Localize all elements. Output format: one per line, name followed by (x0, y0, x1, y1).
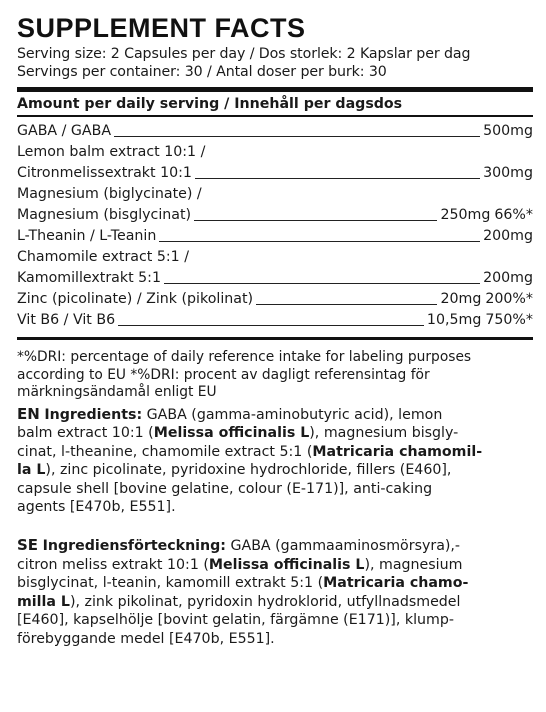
nutrient-amount: 200mg (483, 228, 533, 244)
leader-line (114, 136, 480, 137)
leader-line (256, 304, 437, 305)
nutrient-row (17, 163, 533, 184)
panel-title: SUPPLEMENT FACTS (17, 13, 306, 43)
nutrient-dri: 66%* (494, 207, 533, 223)
ingredient-text: citron meliss extrakt 10:1 ( (17, 556, 209, 573)
ingredient-text: GABA (gamma-aminobutyric acid), lemon (146, 406, 443, 423)
serving-size: Serving size: 2 Capsules per day / Dos storlek: 2 Kapslar per dag (17, 46, 471, 62)
leader-line (118, 325, 424, 326)
language-code-se: SE (17, 536, 39, 555)
nutrient-name: L-Theanin / L-Teanin (17, 228, 157, 244)
ingredients-en (17, 405, 533, 518)
ingredient-text: ), magnesium (364, 556, 463, 573)
bottom-divider (17, 337, 533, 340)
servings-per-container: Servings per container: 30 / Antal doser per burk: 30 (17, 64, 387, 80)
nutrient-amount: 200mg (483, 270, 533, 286)
nutrient-name-line: Chamomile extract 5:1 / (17, 249, 189, 265)
leader-line (164, 283, 480, 284)
botanical-name: Matricaria chamo- (323, 575, 469, 592)
ingredients-se (17, 536, 533, 649)
nutrient-amount: 500mg (483, 123, 533, 139)
ingredient-text: [E460], kapselhölje [bovint gelatin, färgämne (E171)], klump- (17, 612, 454, 629)
supplement-facts-panel (17, 14, 533, 649)
botanical-name: Melissa officinalis L (208, 556, 365, 573)
nutrient-name: Citronmelissextrakt 10:1 (17, 165, 192, 181)
ingredient-text: ), zink pikolinat, pyridoxin hydroklorid, utfyllnadsmedel (69, 593, 461, 610)
botanical-name: la L (17, 462, 46, 479)
ingredient-text: GABA (gammaaminosmörsyra),- (230, 538, 461, 555)
nutrient-row (17, 289, 533, 310)
nutrient-row (17, 310, 533, 331)
nutrient-name: GABA / GABA (17, 123, 112, 139)
table-heading: Amount per daily serving / Innehåll per dagsdos (17, 96, 403, 112)
nutrient-row (17, 226, 533, 247)
nutrient-name: Magnesium (bisglycinat) (17, 207, 192, 223)
nutrient-row (17, 121, 533, 142)
ingredients-label-se: Ingrediensförteckning: (42, 538, 226, 555)
ingredient-text: bisglycinat, l-teanin, kamomill extrakt 5:1 ( (17, 575, 324, 592)
leader-line (195, 178, 480, 179)
nutrient-table (17, 121, 533, 331)
ingredient-text: förebyggande medel [E470b, E551]. (17, 631, 275, 648)
leader-line (159, 241, 480, 242)
botanical-name: milla L (17, 593, 70, 610)
nutrient-amount: 300mg (483, 165, 533, 181)
nutrient-name: Vit B6 / Vit B6 (17, 312, 116, 328)
nutrient-name-line: Lemon balm extract 10:1 / (17, 144, 206, 160)
nutrient-amount: 10,5mg (426, 312, 482, 328)
thin-divider (17, 115, 533, 117)
ingredients-label-en: Ingredients: (44, 406, 143, 423)
language-code-en: EN (17, 404, 40, 423)
nutrient-name: Kamomillextrakt 5:1 (17, 270, 161, 286)
leader-line (194, 220, 437, 221)
ingredient-text: agents [E470b, E551]. (17, 499, 176, 516)
ingredient-text: ), zinc picolinate, pyridoxine hydrochloride, fillers (E460], (45, 462, 452, 479)
botanical-name: Matricaria chamomil- (312, 443, 483, 460)
ingredient-text: ), magnesium bisgly- (309, 425, 459, 442)
ingredients-text-se (17, 538, 468, 647)
ingredient-text: capsule shell [bovine gelatine, colour (E-171)], anti-caking (17, 480, 433, 497)
ingredient-text: cinat, l-theanine, chamomile extract 5:1 ( (17, 443, 313, 460)
nutrient-amount: 20mg (440, 291, 482, 307)
nutrient-name-line: Magnesium (biglycinate) / (17, 186, 202, 202)
nutrient-dri: 200%* (485, 291, 533, 307)
nutrient-row (17, 268, 533, 289)
botanical-name: Melissa officinalis L (153, 425, 310, 442)
nutrient-name: Zinc (picolinate) / Zink (pikolinat) (17, 291, 254, 307)
nutrient-amount: 250mg (440, 207, 491, 223)
nutrient-row (17, 205, 533, 226)
ingredient-text: balm extract 10:1 ( (17, 425, 154, 442)
dri-footnote: *%DRI: percentage of daily reference intake for labeling purposes according to EU *%DRI: procent av dagligt referensintag för märkningsändamål enligt EU (17, 349, 472, 400)
nutrient-dri: 750%* (485, 312, 533, 328)
